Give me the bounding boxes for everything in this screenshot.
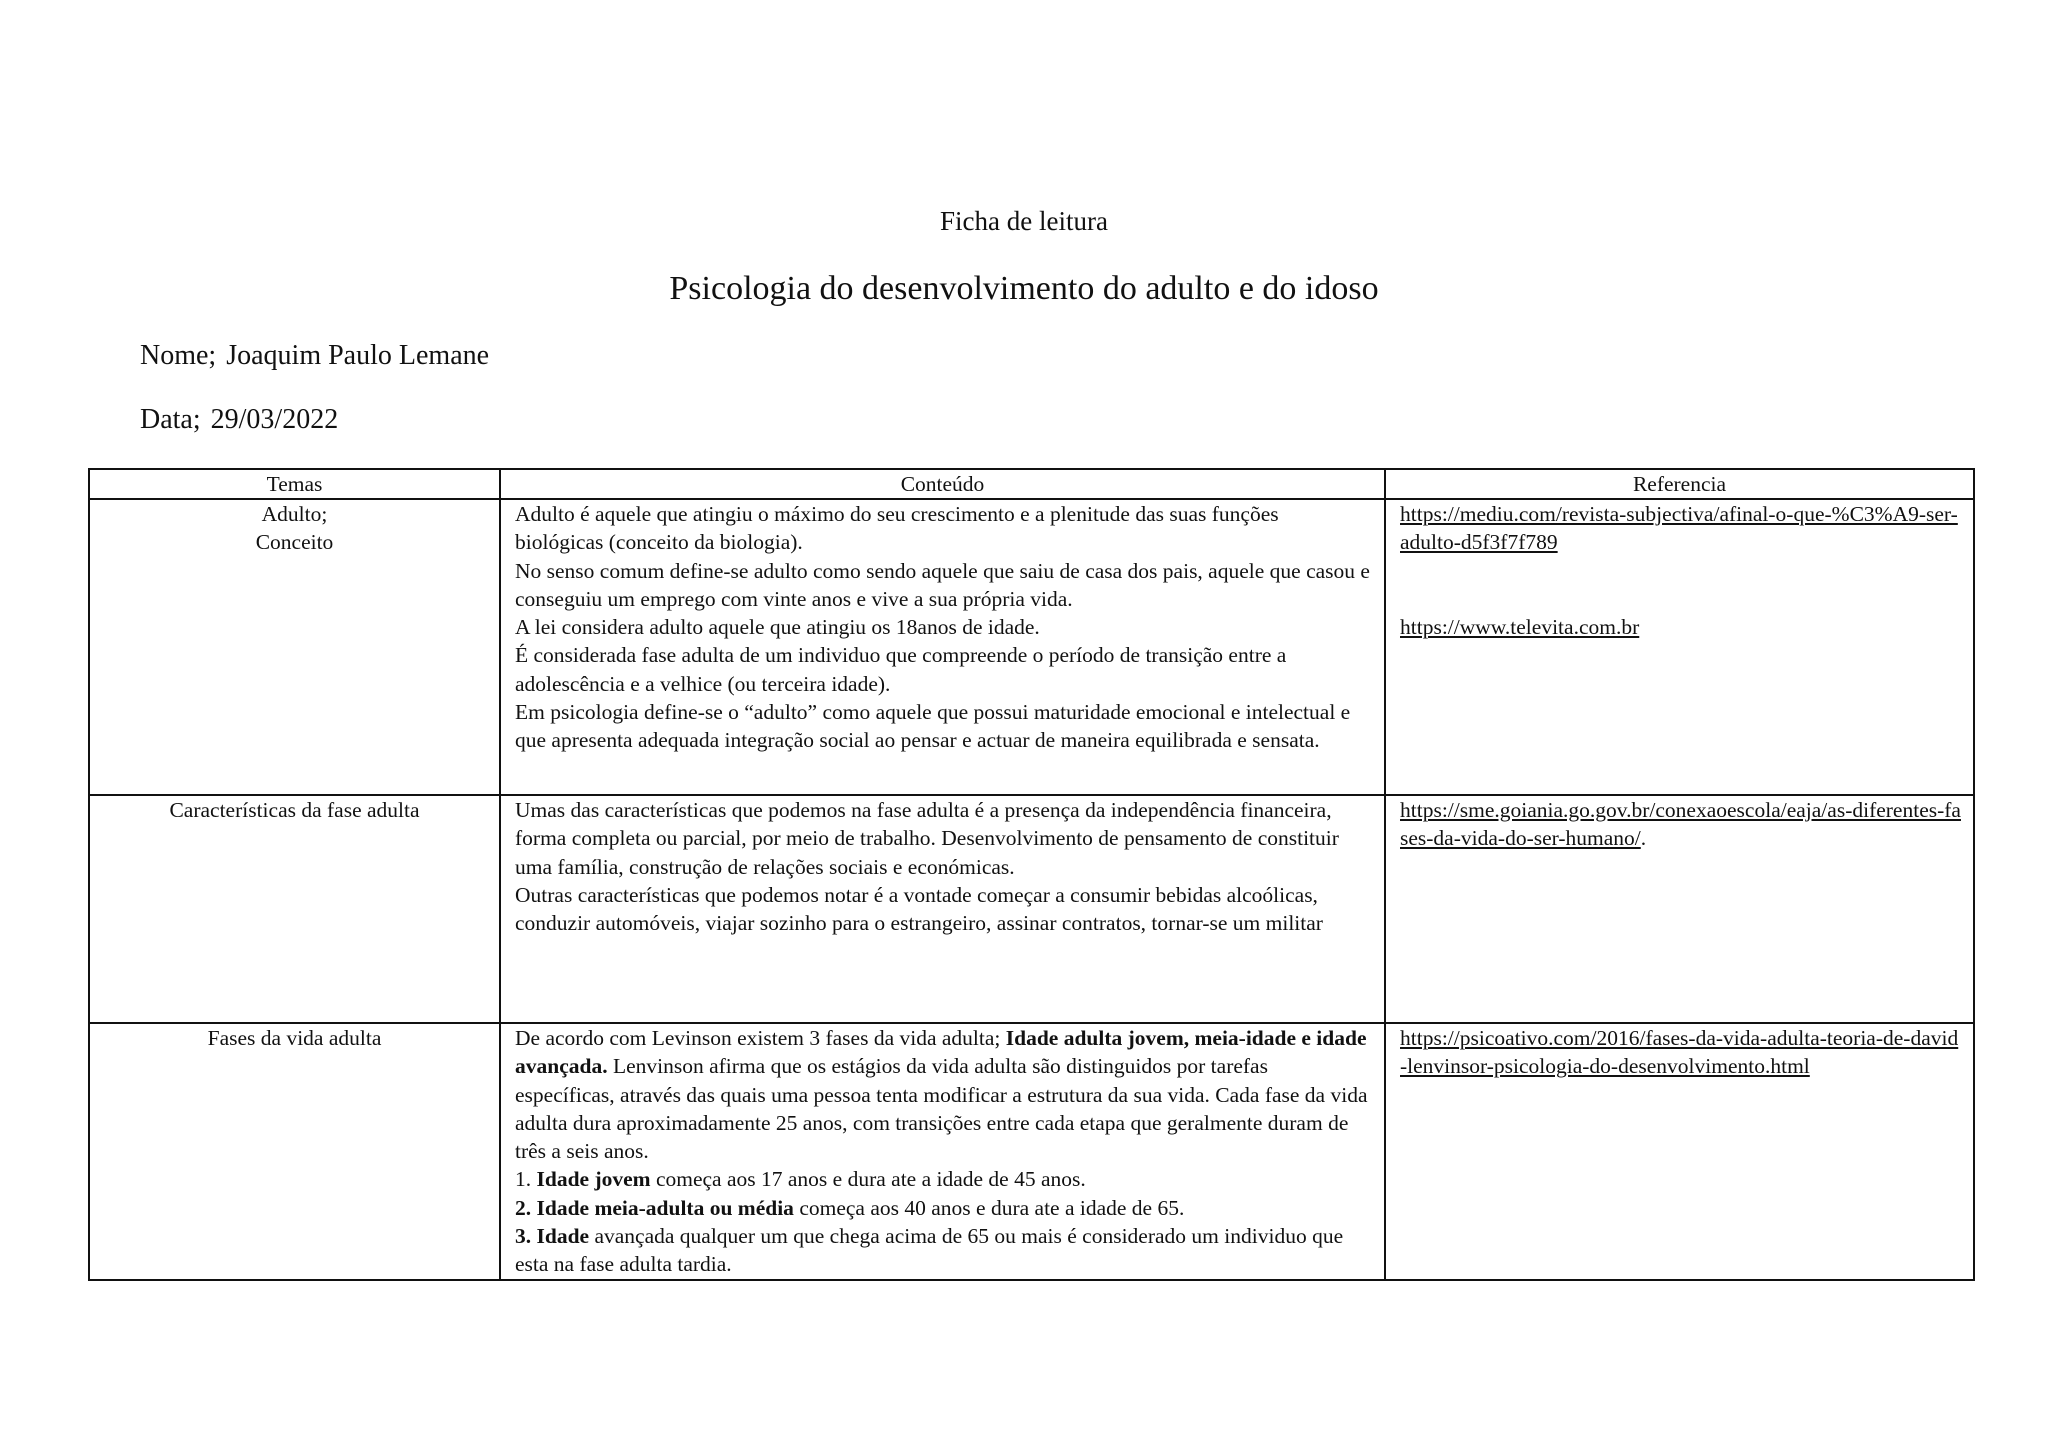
conteudo-paragraph: É considerada fase adulta de um individuo que compreende o período de transição entre a adolescência e a velhice (ou terceira idade). [515, 643, 1287, 696]
conteudo-paragraph: Adulto é aquele que atingiu o máximo do seu crescimento e a plenitude das suas funções biológicas (conceito da biologia). [515, 502, 1279, 555]
intro-bold: Idade adulta jovem, meia-idade e idade avançada. [515, 1026, 1367, 1079]
conteudo-paragraph: No senso comum define-se adulto como sendo aquele que saiu de casa dos pais, aquele que casou e conseguiu um emprego com vinte anos e vive a sua própria vida. [515, 558, 1370, 611]
table-header-row [89, 469, 1974, 499]
tema-cell [89, 1023, 500, 1280]
intro-text: De acordo com Levinson existem 3 fases da vida adulta; [515, 1026, 1001, 1050]
column-header-referencia: Referencia [1385, 469, 1974, 499]
referencia-cell [1385, 795, 1974, 1023]
conteudo-paragraph: Umas das características que podemos na fase adulta é a presença da independência financeira, forma completa ou parcial, por meio de trabalho. Desenvolvimento de pensamento de constituir uma família, construção de relações sociais e económicas. [515, 798, 1339, 879]
referencia-cell [1385, 499, 1974, 795]
referencia-cell [1385, 1023, 1974, 1280]
conteudo-paragraph: A lei considera adulto aquele que atingiu os 18anos de idade. [515, 615, 1040, 640]
name-value: Joaquim Paulo Lemane [226, 340, 490, 371]
phase-text: começa aos 40 anos e dura ate a idade de 65. [799, 1195, 1185, 1220]
tema-text: Adulto; [261, 502, 328, 526]
tema-cell [89, 795, 500, 1023]
table-row [89, 795, 1974, 1023]
reference-suffix: . [1640, 826, 1647, 851]
document-subtitle: Ficha de leitura [940, 206, 1108, 236]
conteudo-paragraph [515, 1024, 1372, 1165]
reference-link[interactable]: https://psicoativo.com/2016/fases-da-vida-adulta-teoria-de-david-lenvinsor-psicologia-do-desenvolvimento.html [1400, 1026, 1959, 1079]
phase-number: 1. [515, 1167, 532, 1192]
column-header-conteudo: Conteúdo [500, 469, 1385, 499]
column-header-temas: Temas [89, 469, 500, 499]
reading-sheet-table [88, 468, 1975, 1281]
reference-link-wrap [1400, 798, 1961, 850]
tema-text: Fases da vida adulta [207, 1026, 382, 1050]
phase-title: 2. Idade meia-adulta ou média [515, 1195, 794, 1220]
conteudo-paragraph: Outras características que podemos notar é a vontade começar a consumir bebidas alcoólicas, conduzir automóveis, viajar sozinho para o estrangeiro, assinar contratos, tornar-se um militar [515, 882, 1323, 936]
reference-link[interactable]: https://sme.goiania.go.gov.br/conexaoescola/eaja/as-diferentes-fases-da-vida-do-ser-humano/ [1400, 798, 1961, 851]
student-name-line [140, 340, 489, 372]
reference-link[interactable]: https://mediu.com/revista-subjectiva/afinal-o-que-%C3%A9-ser-adulto-d5f3f7f789 [1400, 502, 1958, 555]
phase-item [515, 1194, 1372, 1222]
phase-item [515, 1165, 1372, 1193]
reference-link[interactable]: https://www.televita.com.br [1400, 614, 1640, 639]
date-line [140, 404, 338, 436]
table-row [89, 1023, 1974, 1280]
conteudo-cell [500, 795, 1385, 1023]
document-title: Psicologia do desenvolvimento do adulto e do idoso [669, 270, 1379, 307]
phase-text: avançada qualquer um que chega acima de 65 ou mais é considerado um individuo que esta na fase adulta tardia. [515, 1224, 1344, 1277]
tema-text: Conceito [255, 530, 334, 555]
conteudo-paragraph: Em psicologia define-se o “adulto” como aquele que possui maturidade emocional e intelectual e que apresenta adequada integração social ao pensar e actuar de maneira equilibrada e sensata. [515, 700, 1351, 753]
intro-text: Lenvinson afirma que os estágios da vida adulta são distinguidos por tarefas específicas, através das quais uma pessoa tenta modificar a estrutura da sua vida. Cada fase da vida adulta dura aproximadamente 25 anos, com transições entre cada etapa que geralmente duram de três a seis anos. [515, 1054, 1368, 1164]
date-label: Data; [140, 404, 201, 435]
phase-title: Idade jovem [536, 1167, 651, 1192]
phase-title: 3. Idade [515, 1224, 590, 1249]
spacer [1400, 557, 1963, 613]
name-label: Nome; [140, 340, 217, 371]
phase-text: começa aos 17 anos e dura ate a idade de 45 anos. [655, 1167, 1086, 1192]
table-row [89, 499, 1974, 795]
tema-text: Características da fase adulta [169, 798, 420, 822]
tema-cell [89, 499, 500, 795]
conteudo-cell [500, 499, 1385, 795]
phase-item [515, 1222, 1372, 1279]
date-value: 29/03/2022 [210, 404, 339, 435]
conteudo-cell [500, 1023, 1385, 1280]
